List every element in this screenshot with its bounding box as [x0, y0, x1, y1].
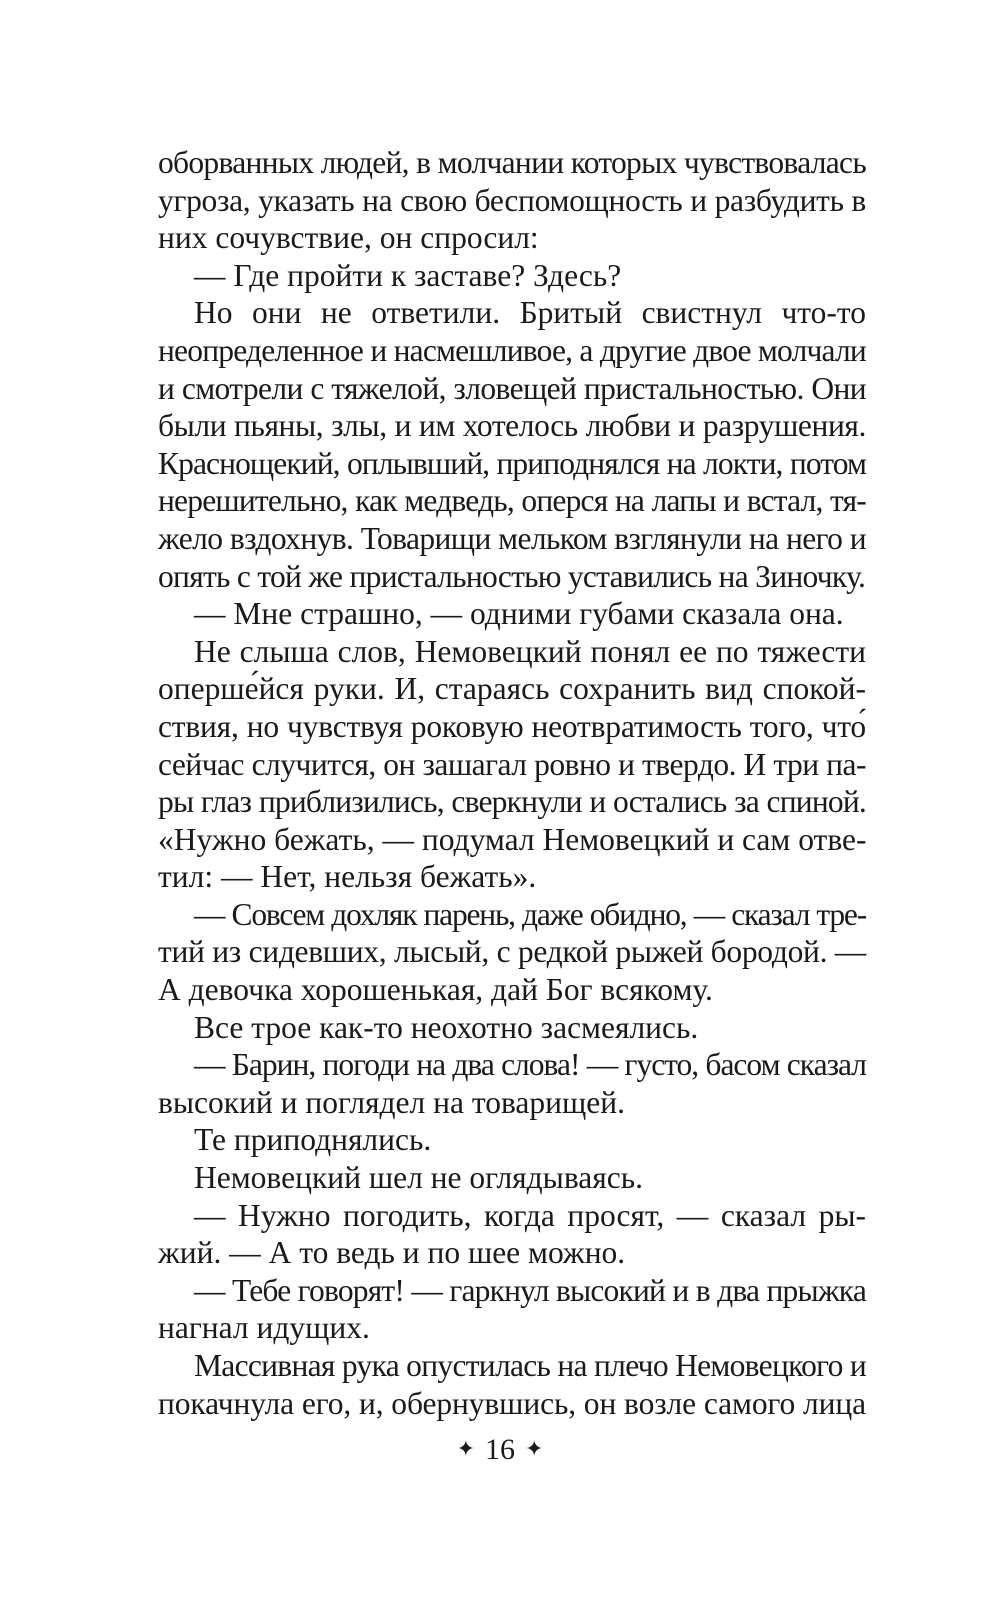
text-line: высокий и поглядел на товарищей. — [158, 1084, 625, 1120]
text-line: — Нужно погодить, когда просят, — сказал ры- — [194, 1197, 866, 1233]
text-line: жий. — А то ведь и по шее можно. — [158, 1235, 626, 1271]
text-line: — Тебе говорят! — гаркнул высокий и в два прыжка — [194, 1272, 866, 1308]
text-line: них сочувствие, он спросил: — [158, 220, 539, 256]
text-line: покачнула его, и, обернувшись, он возле самого лица — [158, 1385, 866, 1421]
text-line: и смотрели с тяжелой, зловещей пристальностью. Они — [158, 370, 866, 406]
text-line: жело вздохнув. Товарищи мельком взглянули на него и — [158, 520, 866, 556]
text-line: угроза, указать на свою беспомощность и разбудить в — [158, 182, 866, 218]
text-line: — Мне страшно, — одними губами сказала она. — [194, 596, 844, 632]
body-text — [158, 144, 866, 1422]
text-line: нагнал идущих. — [158, 1310, 370, 1346]
text-line: Не слыша слов, Немовецкий понял ее по тяжести — [194, 633, 866, 669]
text-line: Те приподнялись. — [194, 1122, 432, 1158]
text-line: А девочка хорошенькая, дай Бог всякому. — [158, 972, 713, 1008]
text-line: были пьяны, злы, и им хотелось любви и разрушения. — [158, 408, 866, 444]
text-line: опять с той же пристальностью уставились на Зиночку. — [158, 558, 866, 594]
text-line: — Барин, погоди на два слова! — густо, басом сказал — [194, 1047, 866, 1083]
text-line: ры глаз приблизились, сверкнули и остались за спиной. — [158, 784, 866, 820]
text-line: оперше́йся руки. И, стараясь сохранить вид спокой- — [158, 671, 866, 707]
text-line: тий из сидевших, лысый, с редкой рыжей бородой. — — [158, 934, 866, 970]
page-number: 16 — [485, 1433, 515, 1466]
text-line: Но они не ответили. Бритый свистнул что-то — [194, 295, 866, 331]
text-line: — Совсем дохляк парень, даже обидно, — сказал тре- — [194, 896, 866, 932]
text-line: тил: — Нет, нельзя бежать». — [158, 859, 537, 895]
text-line: Немовецкий шел не оглядываясь. — [194, 1160, 643, 1196]
text-line: нерешительно, как медведь, оперся на лапы и встал, тя- — [158, 483, 866, 519]
star-ornament-icon: ✦ — [525, 1436, 544, 1461]
text-line: Все трое как-то неохотно засмеялись. — [194, 1009, 699, 1045]
text-line: оборванных людей, в молчании которых чувствовалась — [158, 145, 866, 180]
text-line: сейчас случится, он зашагал ровно и твердо. И три па- — [158, 746, 866, 782]
text-line: Краснощекий, оплывший, приподнялся на локти, потом — [158, 445, 866, 481]
star-ornament-icon: ✦ — [456, 1436, 475, 1461]
text-line: Массивная рука опустилась на плечо Немовецкого и — [194, 1348, 866, 1383]
text-line: неопределенное и насмешливое, а другие двое молчали — [158, 332, 866, 368]
text-line: «Нужно бежать, — подумал Немовецкий и сам отве- — [158, 821, 867, 857]
page-number-footer — [0, 1430, 1000, 1469]
text-line: ствия, но чувствуя роковую неотвратимость того, что́ — [158, 708, 866, 744]
text-line: — Где пройти к заставе? Здесь? — [194, 257, 622, 293]
